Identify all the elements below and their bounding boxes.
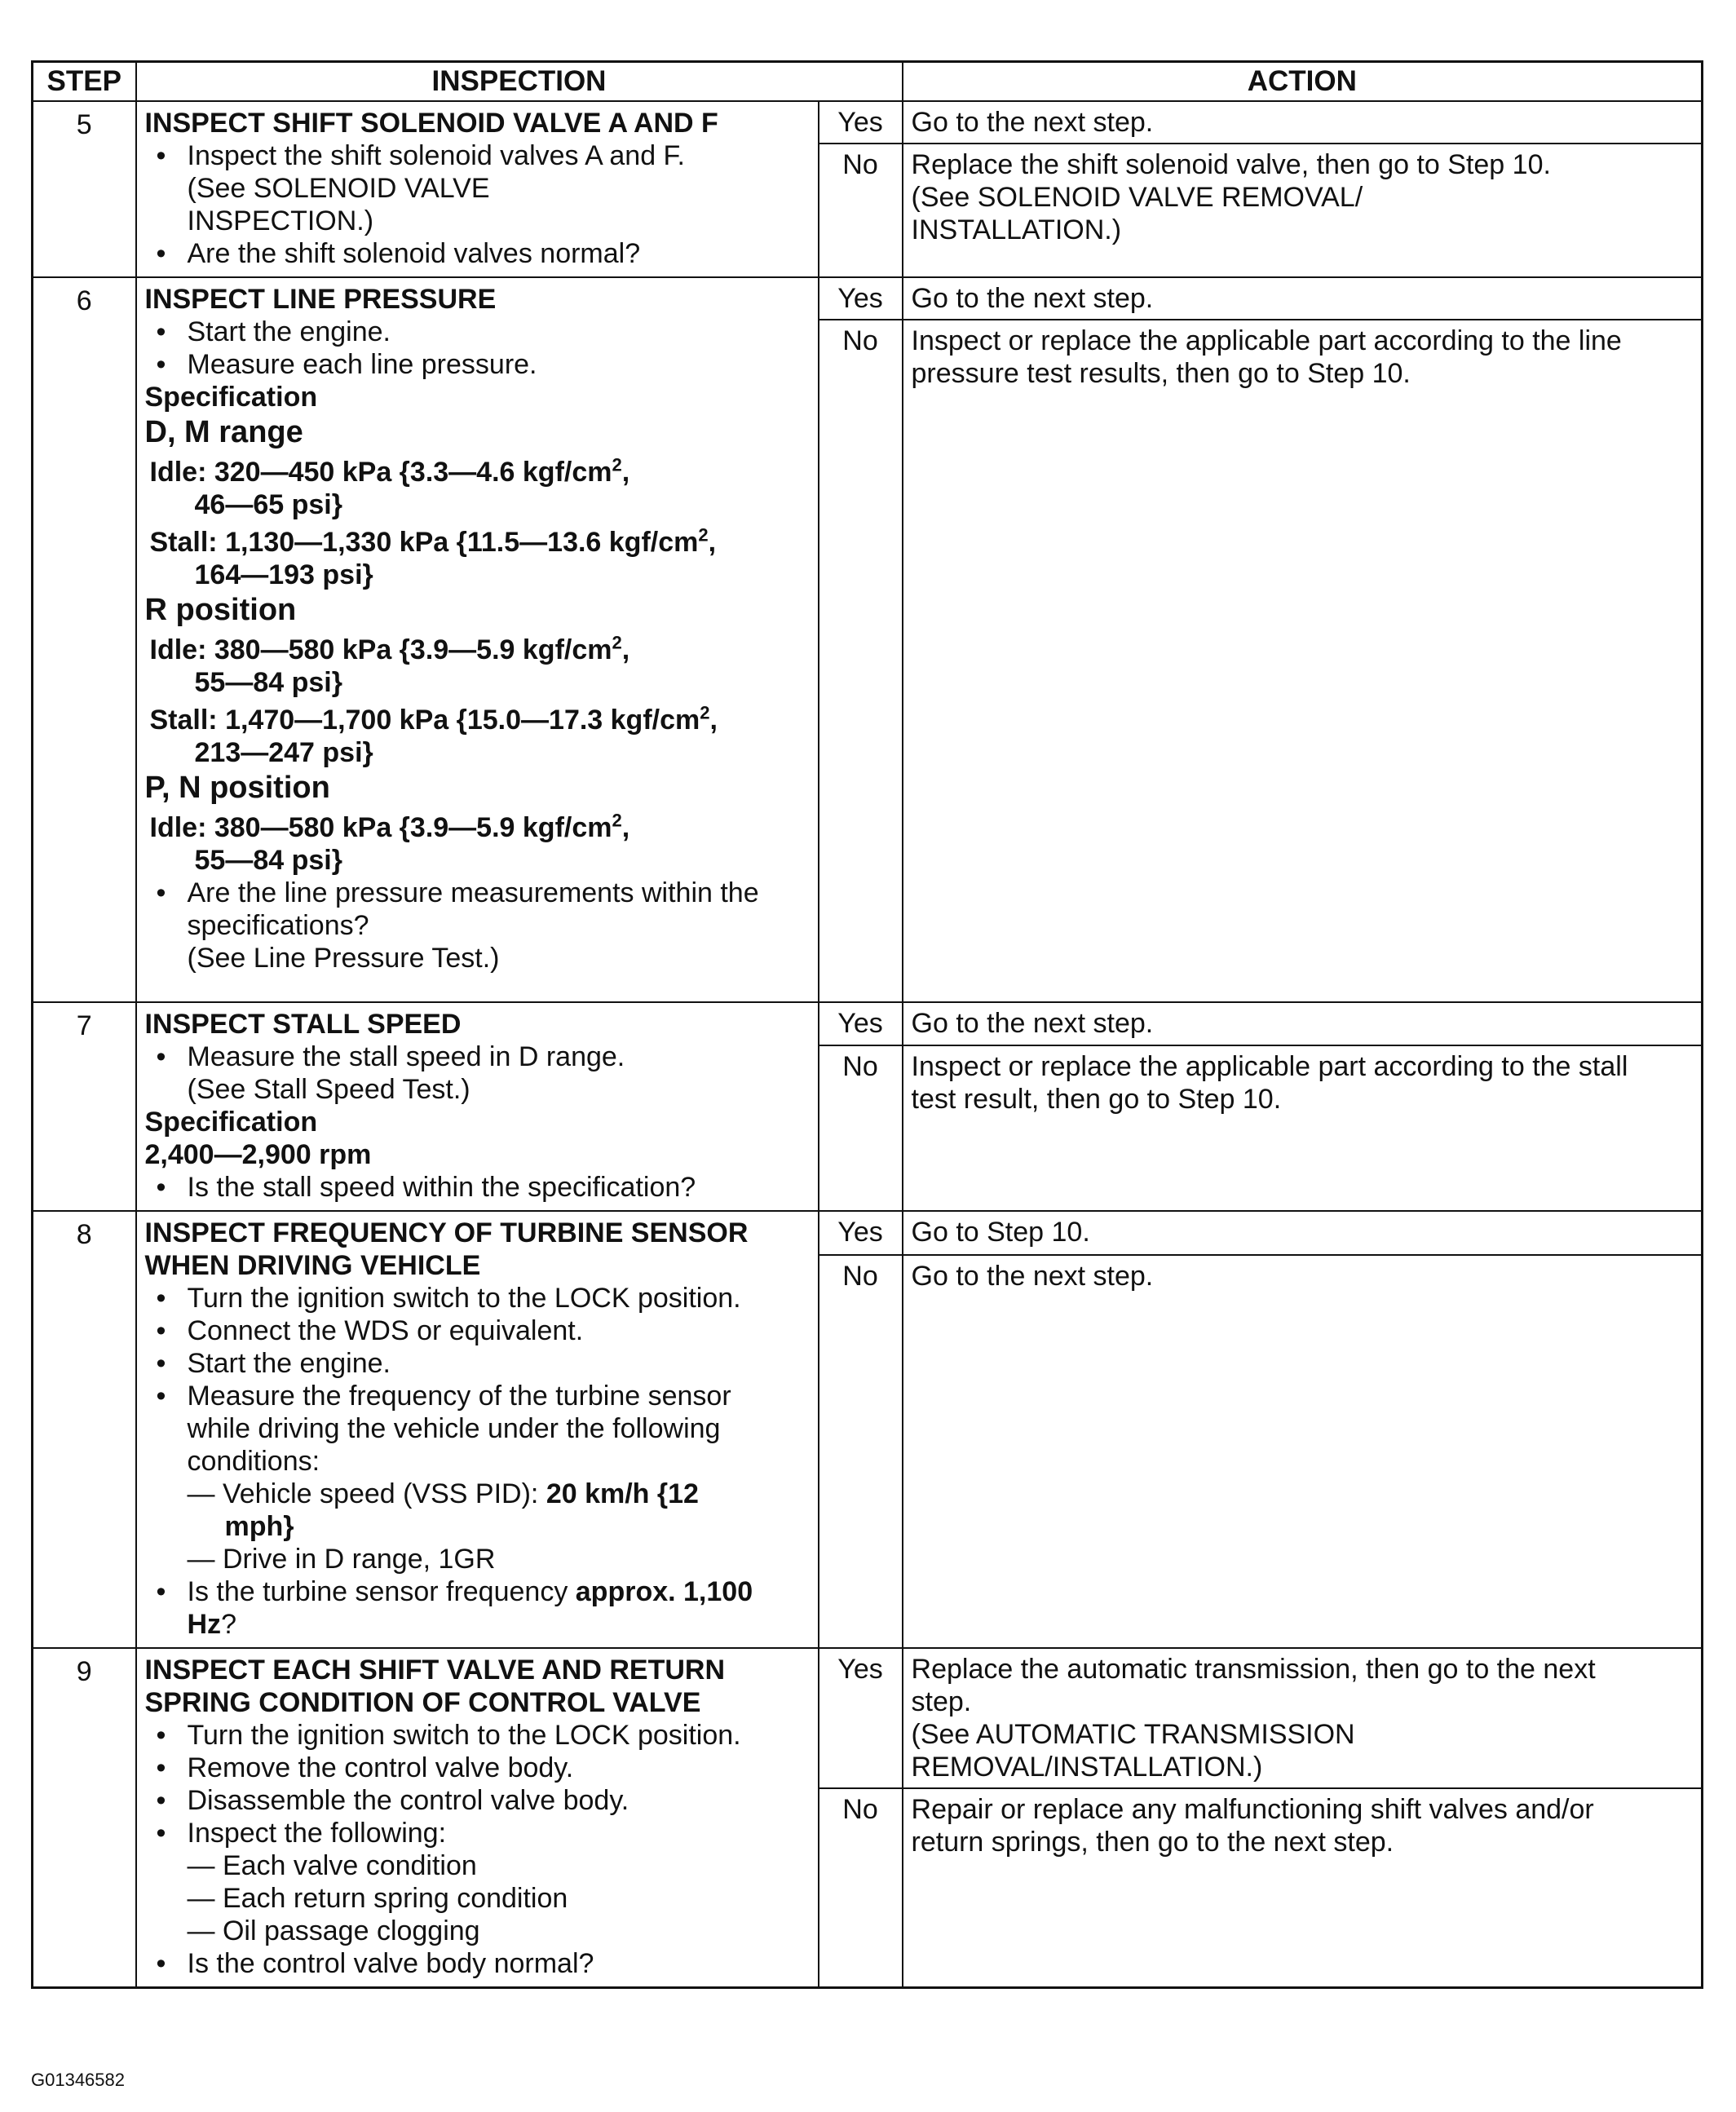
step-7-yes-row	[33, 1002, 1703, 1045]
no-label: No	[819, 1255, 903, 1648]
no-label: No	[819, 1788, 903, 1987]
yes-action: Go to the next step.	[903, 101, 1703, 144]
spec-value: Idle: 320—450 kPa {3.3—4.6 kgf/$cm^2$, 46—65 psi}	[149, 454, 630, 520]
no-action: Inspect or replace the applicable part according to the line pressure test results, then go to Step 10.	[903, 320, 1703, 1002]
spec-value: 2,400—2,900 rpm	[144, 1139, 372, 1170]
yes-label: Yes	[819, 277, 903, 320]
range-heading: R position	[144, 593, 297, 627]
bullet-item: • Start the engine.	[145, 1347, 810, 1380]
bullet-item: • Connect the WDS or equivalent.	[145, 1314, 810, 1347]
no-label: No	[819, 144, 903, 277]
bullet-item: • Turn the ignition switch to the LOCK position.	[145, 1282, 810, 1314]
step-7-inspection	[136, 1002, 819, 1211]
condition-item: — Vehicle speed (VSS PID): 20 km/h {12 mph}	[187, 1478, 699, 1542]
step-number: 5	[33, 101, 136, 277]
step-title: INSPECT FREQUENCY OF TURBINE SENSOR WHEN DRIVING VEHICLE	[144, 1217, 749, 1281]
yes-action: Replace the automatic transmission, then go to the next step. (See AUTOMATIC TRANSMISSION REMOVAL/INSTALLATION.)	[903, 1648, 1703, 1788]
specification-label: Specification	[144, 1107, 318, 1138]
step-number: 7	[33, 1002, 136, 1211]
yes-label: Yes	[819, 1648, 903, 1788]
range-heading: P, N position	[144, 771, 330, 805]
table-header-row	[33, 62, 1703, 102]
condition-item: — Oil passage clogging	[187, 1915, 480, 1946]
bullet-item: • Are the line pressure measurements within the specifications? (See Line Pressure Test.)	[145, 877, 810, 974]
bullet-item: • Inspect the shift solenoid valves A and F. (See SOLENOID VALVE INSPECTION.)	[145, 139, 810, 237]
inspection-column-header: INSPECTION	[136, 62, 903, 102]
step-9-yes-row	[33, 1648, 1703, 1788]
step-column-header: STEP	[33, 62, 136, 102]
bullet-item: • Is the control valve body normal?	[145, 1947, 810, 1980]
no-label: No	[819, 320, 903, 1002]
spec-value: Stall: 1,130—1,330 kPa {11.5—13.6 kgf/$cm^2$, 164—193 psi}	[149, 524, 717, 590]
spec-value: Idle: 380—580 kPa {3.9—5.9 kgf/$cm^2$, 55—84 psi}	[149, 632, 630, 698]
yes-label: Yes	[819, 101, 903, 144]
step-title: INSPECT SHIFT SOLENOID VALVE A AND F	[144, 108, 718, 139]
step-title: INSPECT EACH SHIFT VALVE AND RETURN SPRING CONDITION OF CONTROL VALVE	[144, 1655, 726, 1718]
range-heading: D, M range	[144, 415, 303, 449]
no-label: No	[819, 1045, 903, 1211]
step-5-yes-row	[33, 101, 1703, 144]
condition-item: — Each valve condition	[187, 1850, 477, 1881]
condition-item: — Drive in D range, 1GR	[187, 1544, 496, 1575]
spec-value: Idle: 380—580 kPa {3.9—5.9 kgf/$cm^2$, 55—84 psi}	[149, 810, 630, 876]
step-9-inspection	[136, 1648, 819, 1988]
yes-action: Go to the next step.	[903, 277, 1703, 320]
figure-code: G01346582	[31, 2070, 125, 2090]
bullet-item: • Measure each line pressure.	[145, 348, 810, 381]
bullet-item: • Disassemble the control valve body.	[145, 1784, 810, 1817]
no-action: Inspect or replace the applicable part according to the stall test result, then go to Step 10.	[903, 1045, 1703, 1211]
no-action: Go to the next step.	[903, 1255, 1703, 1648]
step-8-yes-row	[33, 1211, 1703, 1255]
yes-action: Go to the next step.	[903, 1002, 1703, 1045]
action-column-header: ACTION	[903, 62, 1703, 102]
step-number: 9	[33, 1648, 136, 1988]
no-action: Repair or replace any malfunctioning shift valves and/or return springs, then go to the next step.	[903, 1788, 1703, 1987]
spec-value: Stall: 1,470—1,700 kPa {15.0—17.3 kgf/$cm^2$, 213—247 psi}	[149, 702, 718, 768]
condition-item: — Each return spring condition	[187, 1883, 568, 1914]
bullet-item: • Turn the ignition switch to the LOCK position.	[145, 1719, 810, 1752]
bullet-item: • Remove the control valve body.	[145, 1752, 810, 1784]
yes-label: Yes	[819, 1002, 903, 1045]
step-number: 8	[33, 1211, 136, 1648]
step-number: 6	[33, 277, 136, 1002]
bullet-item: • Inspect the following: — Each valve condition — Each return spring condition — Oil passage clogging	[145, 1817, 810, 1947]
bullet-item: • Start the engine.	[145, 316, 810, 348]
step-title: INSPECT STALL SPEED	[144, 1009, 462, 1040]
bullet-item: • Measure the stall speed in D range. (See Stall Speed Test.)	[145, 1041, 810, 1106]
specification-label: Specification	[144, 382, 318, 413]
yes-action: Go to Step 10.	[903, 1211, 1703, 1255]
step-8-inspection	[136, 1211, 819, 1648]
bullet-item: • Measure the frequency of the turbine sensor while driving the vehicle under the following conditions: — Vehicle speed (VSS PID): 20 km/h {12 mph} — Drive in D range, 1GR	[145, 1380, 810, 1575]
step-6-inspection	[136, 277, 819, 1002]
bullet-item: • Are the shift solenoid valves normal?	[145, 237, 810, 270]
bullet-item: • Is the turbine sensor frequency approx. 1,100 Hz?	[145, 1575, 810, 1641]
no-action: Replace the shift solenoid valve, then go to Step 10. (See SOLENOID VALVE REMOVAL/ INSTALLATION.)	[903, 144, 1703, 277]
step-6-yes-row	[33, 277, 1703, 320]
bullet-item: • Is the stall speed within the specification?	[145, 1171, 810, 1204]
step-title: INSPECT LINE PRESSURE	[144, 284, 497, 315]
diagnostic-procedure-table	[31, 60, 1703, 1989]
step-5-inspection	[136, 101, 819, 277]
yes-label: Yes	[819, 1211, 903, 1255]
